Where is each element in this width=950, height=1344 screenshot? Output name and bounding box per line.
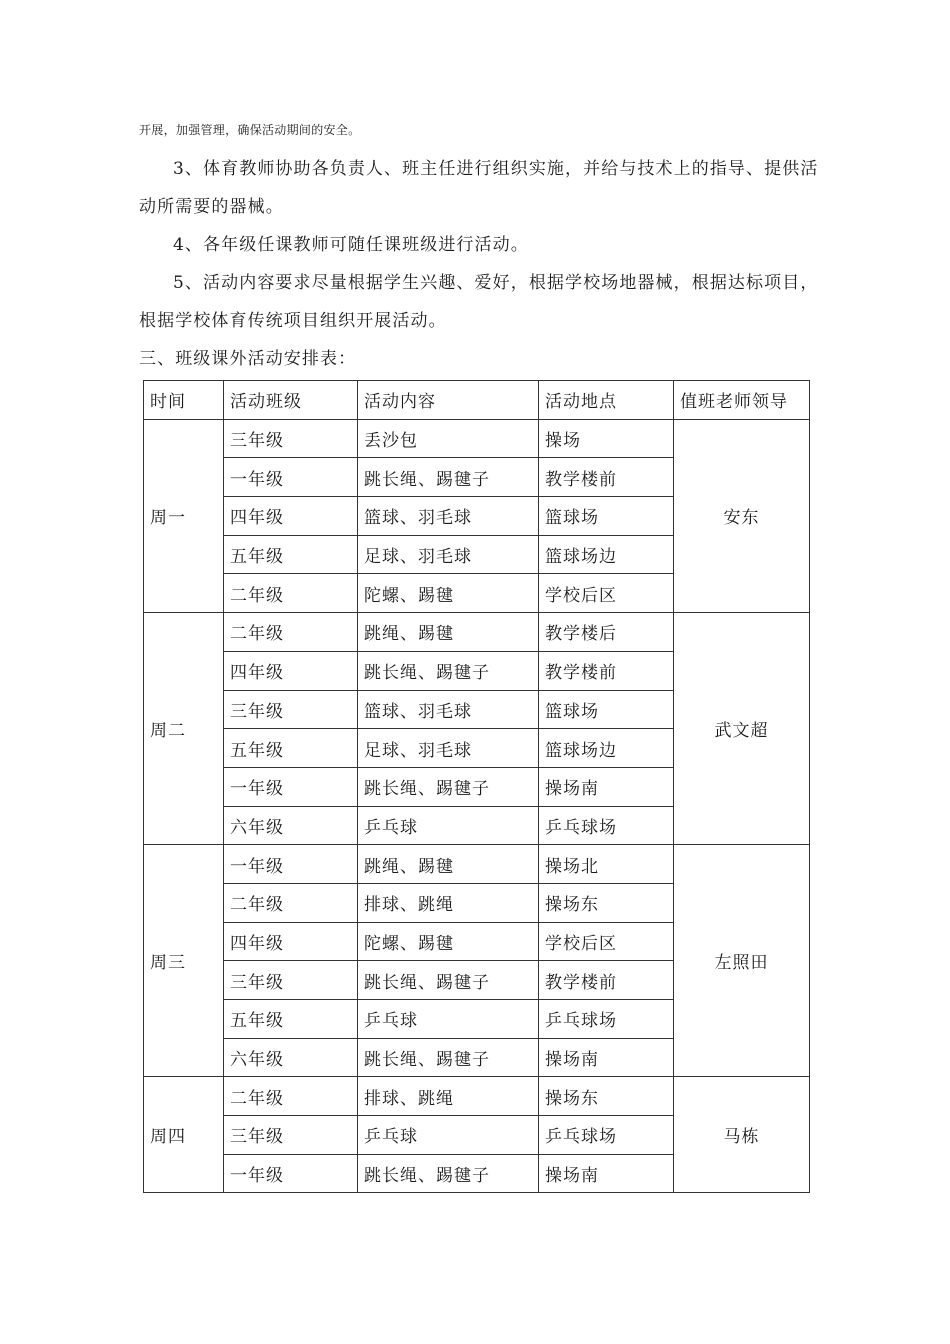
grade-cell: 二年级	[224, 574, 358, 613]
activity-cell: 跳长绳、踢毽子	[358, 651, 539, 690]
grade-cell: 四年级	[224, 922, 358, 961]
grade-cell: 六年级	[224, 1038, 358, 1077]
grade-cell: 三年级	[224, 961, 358, 1000]
location-cell: 操场南	[539, 1154, 674, 1193]
activity-cell: 陀螺、踢毽	[358, 574, 539, 613]
table-header-row	[144, 381, 810, 420]
grade-cell: 六年级	[224, 806, 358, 845]
location-cell: 乒乓球场	[539, 806, 674, 845]
duty-teacher-cell: 马栋	[674, 1077, 810, 1193]
grade-cell: 一年级	[224, 767, 358, 806]
paragraph-3-text: 3、体育教师协助各负责人、班主任进行组织实施，并给与技术上的指导、提供活动所需要的器械。	[139, 159, 819, 217]
grade-cell: 五年级	[224, 535, 358, 574]
grade-cell: 五年级	[224, 729, 358, 768]
location-cell: 操场	[539, 419, 674, 458]
location-cell: 操场东	[539, 1077, 674, 1116]
table-row	[144, 419, 810, 458]
location-cell: 学校后区	[539, 922, 674, 961]
grade-cell: 四年级	[224, 497, 358, 536]
header-cell: 活动内容	[358, 381, 539, 420]
duty-teacher-cell: 武文超	[674, 613, 810, 845]
activity-cell: 跳绳、踢毽	[358, 613, 539, 652]
paragraph-4-text: 4、各年级任课教师可随任课班级进行活动。	[173, 235, 529, 255]
activity-schedule-table	[143, 380, 810, 1193]
day-cell: 周二	[144, 613, 224, 845]
duty-teacher-cell: 左照田	[674, 845, 810, 1077]
location-cell: 操场北	[539, 845, 674, 884]
grade-cell: 二年级	[224, 883, 358, 922]
activity-cell: 排球、跳绳	[358, 883, 539, 922]
location-cell: 教学楼前	[539, 961, 674, 1000]
activity-cell: 跳长绳、踢毽子	[358, 458, 539, 497]
table-body	[144, 419, 810, 1193]
location-cell: 教学楼后	[539, 613, 674, 652]
section-heading: 三、班级课外活动安排表：	[139, 349, 357, 369]
activity-cell: 足球、羽毛球	[358, 535, 539, 574]
activity-cell: 排球、跳绳	[358, 1077, 539, 1116]
activity-cell: 丢沙包	[358, 419, 539, 458]
activity-cell: 跳长绳、踢毽子	[358, 1154, 539, 1193]
paragraph-4	[139, 226, 819, 264]
location-cell: 操场南	[539, 767, 674, 806]
activity-cell: 乒乓球	[358, 1116, 539, 1155]
grade-cell: 三年级	[224, 419, 358, 458]
location-cell: 篮球场	[539, 690, 674, 729]
activity-cell: 陀螺、踢毽	[358, 922, 539, 961]
activity-cell: 乒乓球	[358, 806, 539, 845]
location-cell: 操场南	[539, 1038, 674, 1077]
grade-cell: 一年级	[224, 458, 358, 497]
activity-cell: 篮球、羽毛球	[358, 497, 539, 536]
location-cell: 乒乓球场	[539, 1116, 674, 1155]
header-cell: 活动班级	[224, 381, 358, 420]
location-cell: 篮球场边	[539, 535, 674, 574]
grade-cell: 二年级	[224, 613, 358, 652]
table-row	[144, 613, 810, 652]
grade-cell: 一年级	[224, 1154, 358, 1193]
header-cell: 活动地点	[539, 381, 674, 420]
location-cell: 教学楼前	[539, 458, 674, 497]
grade-cell: 三年级	[224, 690, 358, 729]
intro-line: 开展，加强管理，确保活动期间的安全。	[139, 123, 361, 137]
header-cell: 时间	[144, 381, 224, 420]
location-cell: 篮球场	[539, 497, 674, 536]
table-row	[144, 1077, 810, 1116]
location-cell: 学校后区	[539, 574, 674, 613]
location-cell: 教学楼前	[539, 651, 674, 690]
grade-cell: 一年级	[224, 845, 358, 884]
day-cell: 周四	[144, 1077, 224, 1193]
day-cell: 周一	[144, 419, 224, 612]
activity-cell: 乒乓球	[358, 1000, 539, 1039]
grade-cell: 四年级	[224, 651, 358, 690]
grade-cell: 三年级	[224, 1116, 358, 1155]
day-cell: 周三	[144, 845, 224, 1077]
header-cell: 值班老师领导	[674, 381, 810, 420]
activity-cell: 篮球、羽毛球	[358, 690, 539, 729]
table-row	[144, 845, 810, 884]
activity-cell: 足球、羽毛球	[358, 729, 539, 768]
location-cell: 篮球场边	[539, 729, 674, 768]
activity-cell: 跳绳、踢毽	[358, 845, 539, 884]
grade-cell: 二年级	[224, 1077, 358, 1116]
duty-teacher-cell: 安东	[674, 419, 810, 612]
grade-cell: 五年级	[224, 1000, 358, 1039]
location-cell: 乒乓球场	[539, 1000, 674, 1039]
paragraph-5	[139, 264, 819, 340]
paragraph-5-text: 5、活动内容要求尽量根据学生兴趣、爱好，根据学校场地器械，根据达标项目，根据学校体育传统项目组织开展活动。	[139, 273, 819, 331]
activity-cell: 跳长绳、踢毽子	[358, 1038, 539, 1077]
paragraph-3	[139, 150, 819, 226]
activity-cell: 跳长绳、踢毽子	[358, 961, 539, 1000]
location-cell: 操场东	[539, 883, 674, 922]
activity-cell: 跳长绳、踢毽子	[358, 767, 539, 806]
